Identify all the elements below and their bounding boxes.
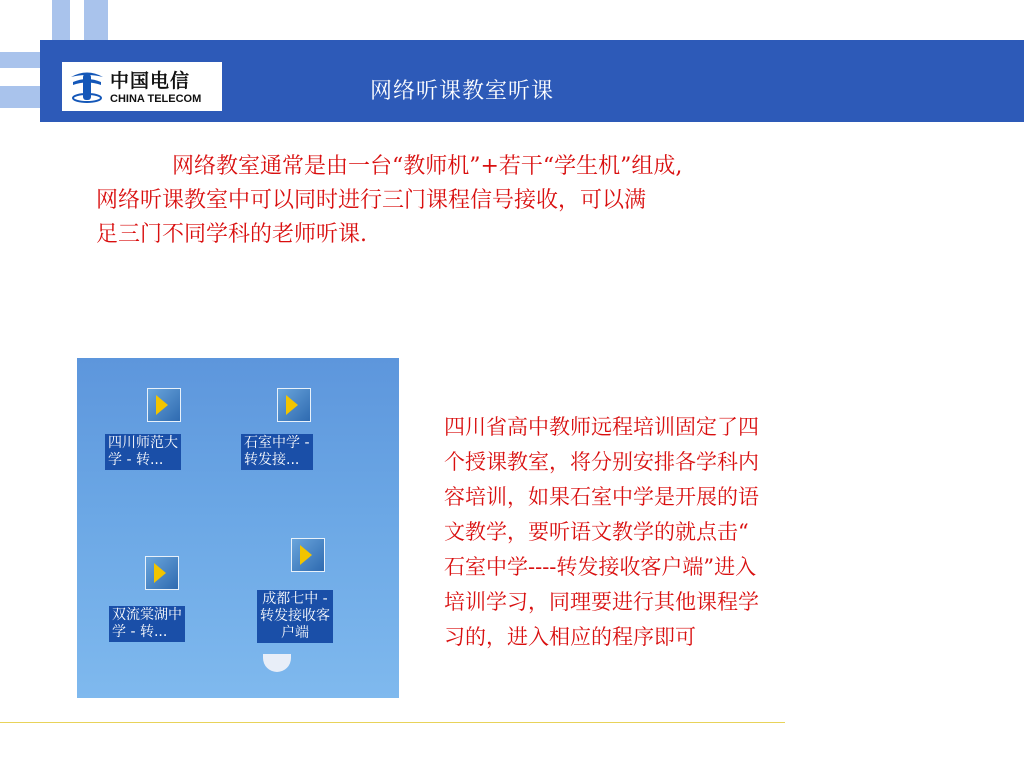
telecom-logo-icon xyxy=(68,68,106,104)
footer-divider xyxy=(0,722,785,723)
intro-paragraph xyxy=(96,150,1024,252)
deco-square xyxy=(0,52,40,68)
shortcut-label: 成都七中 - 转发接收客 户端 xyxy=(257,590,333,643)
note-line: 文教学，要听语文教学的就点击“ xyxy=(444,520,749,544)
desktop-screenshot xyxy=(77,358,399,698)
desktop-decoration xyxy=(263,654,291,672)
app-shortcut-icon xyxy=(291,538,325,572)
deco-square xyxy=(0,86,40,108)
intro-line: 网络听课教室中可以同时进行三门课程信号接收，可以满 xyxy=(96,188,647,213)
intro-line: 网络教室通常是由一台“教师机”+若干“学生机”组成, xyxy=(172,154,683,179)
page-title: 网络听课教室听课 xyxy=(370,79,555,104)
note-line: 四川省高中教师远程培训固定了四 xyxy=(444,415,759,439)
note-line: 个授课教室，将分别安排各学科内 xyxy=(444,450,759,474)
china-telecom-logo xyxy=(62,62,222,111)
shortcut-label: 双流棠湖中 学 - 转... xyxy=(109,606,185,642)
deco-square xyxy=(52,0,70,40)
shortcut-label: 四川师范大 学 - 转... xyxy=(105,434,181,470)
app-shortcut-icon xyxy=(147,388,181,422)
note-line: 石室中学----转发接收客户端”进入 xyxy=(444,555,757,579)
intro-line: 足三门不同学科的老师听课. xyxy=(96,222,367,247)
note-line: 习的，进入相应的程序即可 xyxy=(444,625,696,649)
shortcut-label: 石室中学 - 转发接... xyxy=(241,434,313,470)
instruction-paragraph xyxy=(444,410,1024,655)
app-shortcut-icon xyxy=(277,388,311,422)
logo-english-text: CHINA TELECOM xyxy=(110,93,202,105)
note-line: 容培训，如果石室中学是开展的语 xyxy=(444,485,759,509)
app-shortcut-icon xyxy=(145,556,179,590)
note-line: 培训学习，同理要进行其他课程学 xyxy=(444,590,759,614)
deco-square xyxy=(84,0,108,40)
logo-chinese-text: 中国电信 xyxy=(110,70,191,92)
